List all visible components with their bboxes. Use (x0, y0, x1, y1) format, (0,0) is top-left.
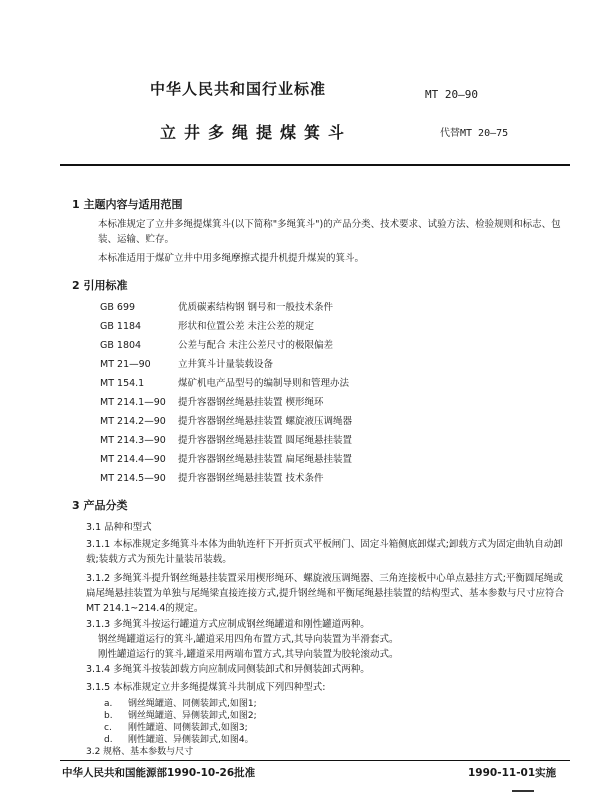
list-text: 刚性罐道、异侧装卸式,如图4。 (128, 735, 254, 745)
reference-item (100, 432, 352, 446)
reference-title: 形状和位置公差 未注公差的规定 (178, 321, 315, 332)
reference-code: MT 214.2—90 (100, 416, 166, 427)
list-text: 钢丝绳罐道、同侧装卸式,如图1; (128, 699, 257, 709)
reference-item (100, 375, 349, 389)
reference-code: MT 154.1 (100, 378, 145, 389)
reference-title: 提升容器钢丝绳悬挂装置 技术条件 (178, 473, 324, 484)
reference-item (100, 337, 333, 351)
reference-code: GB 1804 (100, 340, 142, 351)
list-marker: b. (104, 711, 113, 721)
reference-code: MT 21—90 (100, 359, 151, 370)
reference-code: MT 214.4—90 (100, 454, 166, 465)
list-text: 钢丝绳罐道、异侧装卸式,如图2; (128, 711, 257, 721)
effective-date: 1990-11-01实施 (468, 767, 557, 779)
reference-title: 提升容器钢丝绳悬挂装置 螺旋液压调绳器 (178, 416, 353, 427)
section-1-heading: 1 主题内容与适用范围 (72, 198, 183, 211)
reference-item (100, 318, 314, 332)
section-1-paragraph-1: 本标准规定了立井多绳提煤箕斗(以下简称"多绳箕斗")的产品分类、技术要求、试验方法、检验规则和标志、包装、运输、贮存。 (98, 219, 561, 245)
reference-code: GB 1184 (100, 321, 142, 332)
reference-title: 提升容器钢丝绳悬挂装置 圆尾绳悬挂装置 (178, 435, 353, 446)
reference-item (100, 413, 352, 427)
list-marker: a. (104, 699, 113, 709)
list-marker: d. (104, 735, 113, 745)
reference-code: MT 214.3—90 (100, 435, 166, 446)
footer-divider (60, 760, 570, 761)
reference-item (100, 451, 352, 465)
clause-3-1-5: 3.1.5 本标准规定立井多绳提煤箕斗共制成下列四种型式: (86, 682, 326, 693)
page-title: 立井多绳提煤箕斗 (160, 123, 353, 142)
reference-code: MT 214.1—90 (100, 397, 166, 408)
section-2-heading: 2 引用标准 (72, 279, 128, 292)
reference-title: 优质碳素结构钢 钢号和一般技术条件 (178, 302, 334, 313)
industry-standard-label: 中华人民共和国行业标准 (150, 80, 327, 98)
replaces-note: 代替MT 20—75 (440, 128, 509, 139)
standard-code: MT 20—90 (425, 88, 478, 101)
list-text: 刚性罐道、同侧装卸式,如图3; (128, 723, 248, 733)
clause-3-1-3-b: 刚性罐道运行的箕斗,罐道采用两端布置方式,其导向装置为胶轮滚动式。 (98, 649, 399, 660)
page-mark (512, 790, 534, 792)
reference-item (100, 470, 324, 484)
reference-title: 提升容器钢丝绳悬挂装置 楔形绳环 (178, 397, 324, 408)
header-divider (60, 164, 570, 166)
section-3-heading: 3 产品分类 (72, 499, 128, 512)
clause-3-1-3-a: 钢丝绳罐道运行的箕斗,罐道采用四角布置方式,其导向装置为半滑套式。 (98, 634, 399, 645)
subsection-3-1-heading: 3.1 品种和型式 (86, 522, 152, 533)
reference-title: 煤矿机电产品型号的编制导则和管理办法 (178, 378, 350, 389)
reference-title: 立井箕斗计量装载设备 (178, 359, 274, 370)
list-marker: c. (104, 723, 112, 733)
reference-item (100, 356, 273, 370)
reference-title: 公差与配合 未注公差尺寸的极限偏差 (178, 340, 334, 351)
reference-title: 提升容器钢丝绳悬挂装置 扁尾绳悬挂装置 (178, 454, 353, 465)
reference-code: GB 699 (100, 302, 136, 313)
approval-line: 中华人民共和国能源部1990-10-26批准 (62, 767, 256, 779)
clause-3-1-3: 3.1.3 多绳箕斗按运行罐道方式应制成钢丝绳罐道和刚性罐道两种。 (86, 619, 370, 630)
reference-item (100, 394, 324, 408)
reference-code: MT 214.5—90 (100, 473, 166, 484)
clause-3-1-4: 3.1.4 多绳箕斗按装卸载方向应制成同侧装卸式和异侧装卸式两种。 (86, 664, 370, 675)
reference-item (100, 299, 333, 313)
clause-3-1-1: 3.1.1 本标准规定多绳箕斗本体为曲轨连杆下开折页式平板闸门、固定斗箱侧底卸煤式;卸载方式为固定曲轨自动卸载;装载方式为预先计量装吊装载。 (86, 539, 563, 565)
section-1-paragraph-2: 本标准适用于煤矿立井中用多绳摩擦式提升机提升煤炭的箕斗。 (98, 253, 365, 264)
subsection-3-2-heading: 3.2 规格、基本参数与尺寸 (86, 747, 194, 757)
clause-3-1-2: 3.1.2 多绳箕斗提升钢丝绳悬挂装置采用楔形绳环、螺旋液压调绳器、三角连接板中心单点悬挂方式;平衡圆尾绳或扁尾绳悬挂装置为单独与尾绳梁直接连接方式,提升钢丝绳和平衡尾绳悬挂装置的结构型式、基本参数与尺寸应符合MT 214.1~214.4的规定。 (86, 573, 565, 614)
